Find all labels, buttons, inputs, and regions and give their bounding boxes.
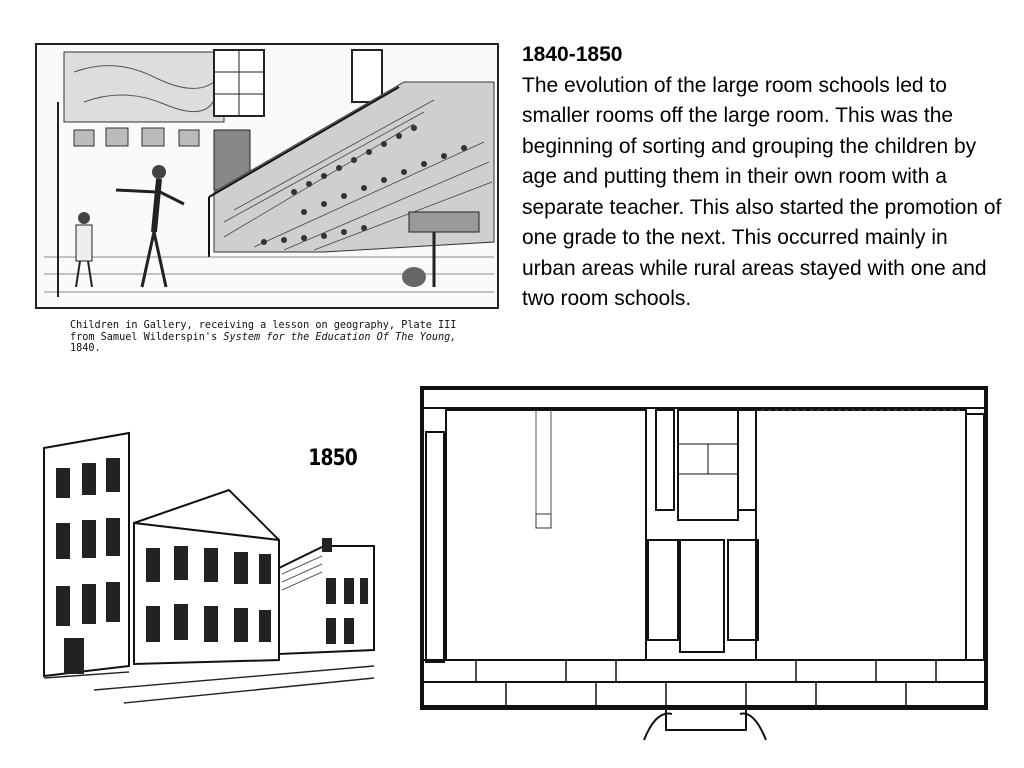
caption-line-1: Children in Gallery, receiving a lesson on geography, Plate III <box>70 320 457 331</box>
building-sketch <box>34 428 380 718</box>
gallery-illustration <box>34 42 504 360</box>
school-floor-plan <box>416 384 990 742</box>
year-range-heading: 1840-1850 <box>522 43 623 66</box>
body-paragraph: The evolution of the large room schools led to smaller rooms off the large room. This was the beginning of sorting and grouping the children by age and putting them in their own room with a separate teacher. This also started the promotion of one grade to the next. This occurred mainly in urban areas while rural areas stayed with one and two room schools. <box>522 73 1002 310</box>
floor-plan-drawing <box>416 384 990 742</box>
text-block <box>522 40 1002 315</box>
gallery-engraving <box>34 42 504 312</box>
caption-line-3: 1840. <box>70 343 101 354</box>
building-drawing <box>34 428 380 718</box>
gallery-caption <box>70 320 536 355</box>
caption-line-2-pre: from Samuel Wilderspin's <box>70 331 224 343</box>
building-year-label: 1850 <box>308 446 357 471</box>
caption-book-title: System for the Education Of The Young, <box>223 331 457 343</box>
